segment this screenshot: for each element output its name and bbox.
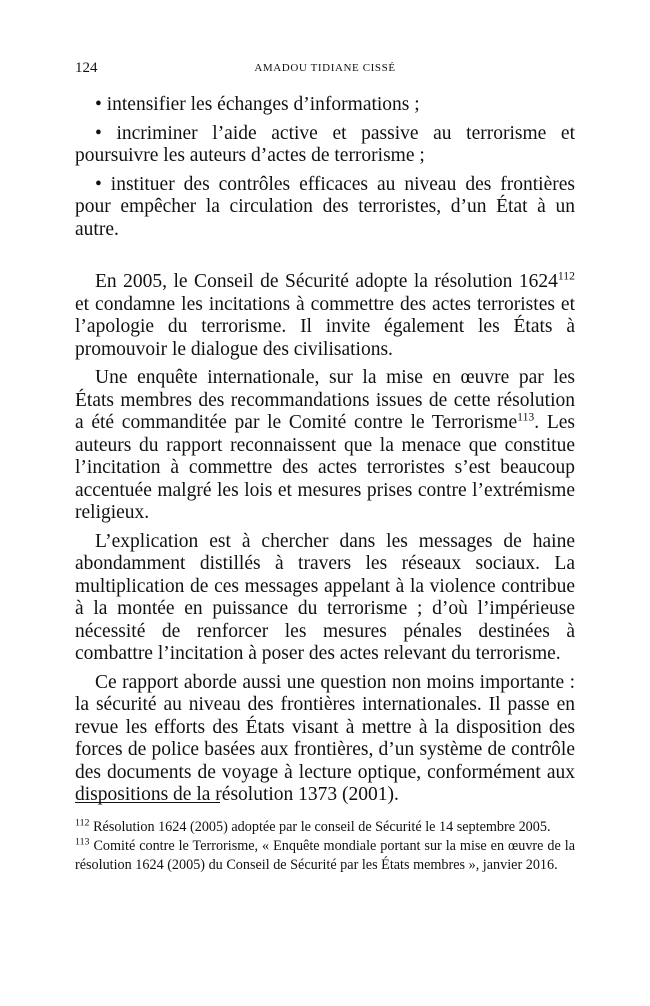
bullet-item: • incriminer l’aide active et passive au terrorisme et poursuivre les auteurs d’actes de terrorisme ; — [75, 122, 575, 166]
paragraph-text: En 2005, le Conseil de Sécurité adopte la résolution 1624 — [95, 271, 558, 292]
footnote — [75, 837, 575, 875]
running-head — [75, 60, 575, 80]
footnote-number: 113 — [75, 836, 90, 848]
paragraph — [75, 271, 575, 361]
running-head-author: AMADOU TIDIANE CISSÉ — [254, 62, 396, 74]
footnote-text: Résolution 1624 (2005) adoptée par le conseil de Sécurité le 14 septembre 2005. — [89, 819, 551, 835]
footnote — [75, 818, 575, 837]
footnote-reference[interactable]: 113 — [517, 410, 535, 424]
paragraph: L’explication est à chercher dans les messages de haine abondamment distillés à travers les réseaux sociaux. La multiplication de ces messages appelant à la violence contribue à la montée en puissance du terrorisme ; d’où l’impérieuse nécessité de renforcer les mesures pénales destinées à combattre l’incitation à poser des actes relevant du terrorisme. — [75, 530, 575, 664]
footnote-reference[interactable]: 112 — [557, 269, 575, 283]
footnote-number: 112 — [75, 817, 90, 829]
footnote-separator — [75, 802, 220, 803]
bullet-item: • instituer des contrôles efficaces au niveau des frontières pour empêcher la circulation des terroristes, d’un État à un autre. — [75, 173, 575, 240]
paragraph-text: . Les auteurs du rapport reconnaissent que la menace que constitue l’incitation à commettre des actes terroristes s’est beaucoup accentuée malgré les lois et mesures prises contre l’extrémisme religieux. — [75, 412, 575, 523]
paragraph-text: et condamne les incitations à commettre des actes terroristes et l’apologie du terrorisme. Il invite également les États à promouvoir le dialogue des civilisations. — [75, 293, 575, 360]
page-number: 124 — [75, 60, 98, 76]
footnote-text: Comité contre le Terrorisme, « Enquête mondiale portant sur la mise en œuvre de la résolution 1624 (2005) du Conseil de Sécurité par les États membres », janvier 2016. — [75, 838, 575, 873]
paragraph: Ce rapport aborde aussi une question non moins importante : la sécurité au niveau des frontières internationales. Il passe en revue les efforts des États visant à mettre à la disposition des forces de police basées aux frontières, d’un système de contrôle des documents de voyage à lecture optique, conformément aux dispositions de la résolution 1373 (2001). — [75, 671, 575, 805]
paragraph — [75, 367, 575, 525]
bullet-item: • intensifier les échanges d’informations ; — [95, 94, 420, 115]
footnotes — [75, 818, 575, 875]
paragraph-text: Une enquête internationale, sur la mise en œuvre par les États membres des recommandations issues de cette résolution a été commanditée par le Comité contre le Terrorisme — [75, 367, 575, 433]
body-text — [75, 94, 575, 813]
